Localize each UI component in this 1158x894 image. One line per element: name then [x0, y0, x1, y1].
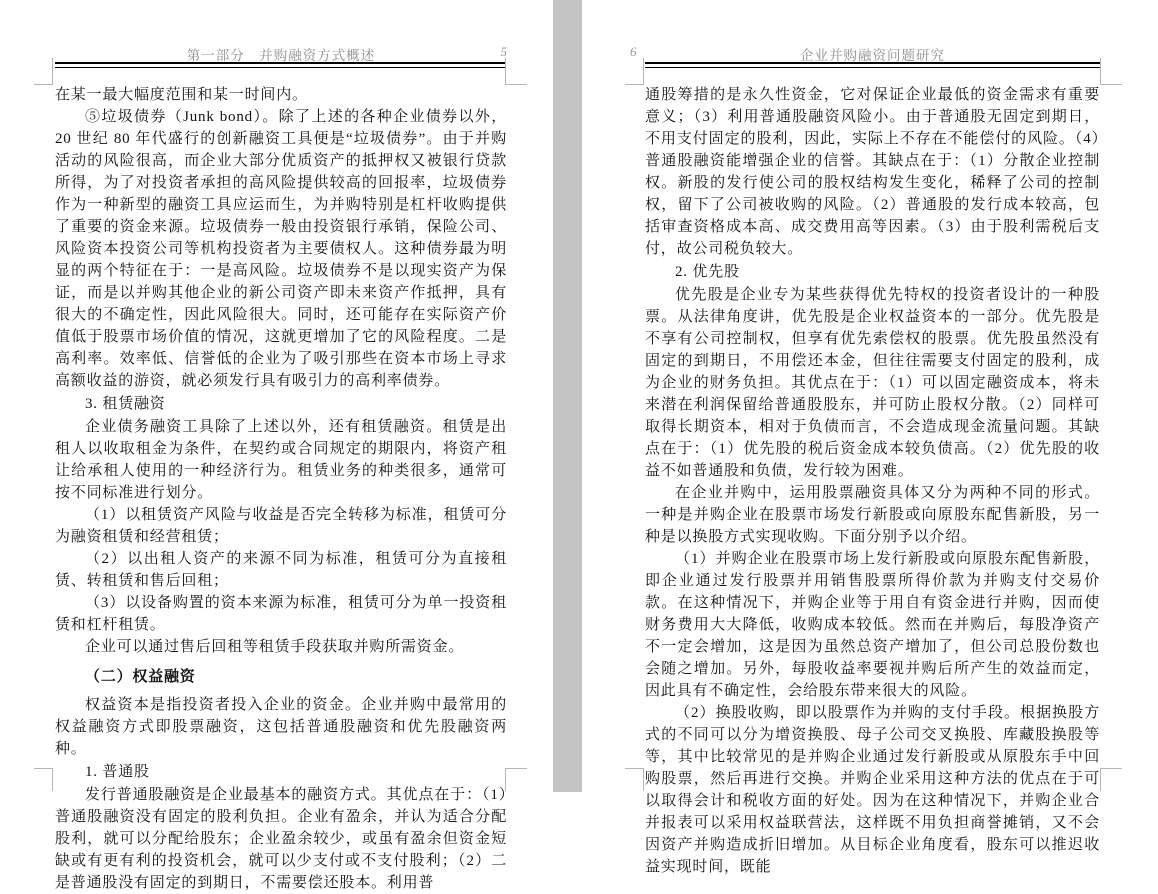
- section-heading: （二）权益融资: [85, 669, 196, 685]
- page-body-left: [55, 84, 507, 894]
- page-number-right: 6: [630, 44, 637, 59]
- paragraph: 通股筹措的是永久性资金，它对保证企业最低的资金需求有重要意义；（3）利用普通股融资风险小。由于普通股无固定到期日，不用支付固定的股利，因此，实际上不存在不能偿付的风险。（4）普通股融资能增强企业的信誉。其缺点在于：（1）分散企业控制权。新股的发行使公司的股权结构发生变化，稀释了公司的控制权，留下了公司被收购的风险。（2）普通股的发行成本较高，包括审查资格成本高、成交费用高等因素。（3）由于股利需税后支付，故公司税负较大。: [645, 87, 1100, 257]
- paragraph: 优先股是企业专为某些获得优先特权的投资者设计的一种股票。从法律角度讲，优先股是企业权益资本的一部分。优先股是不享有公司控制权，但享有优先索偿权的股票。优先股虽然没有固定的到期日，不用偿还本金，但往往需要支付固定的股利，成为企业的财务负担。其优点在于：（1）可以固定融资成本，将未来潜在利润保留给普通股股东，并可防止股权分散。（2）同样可取得长期资本，相对于负债而言，不会造成现金流量问题。其缺点在于：（1）优先股的税后资金成本较负债高。（2）优先股的收益不如普通股和负债，发行较为困难。: [645, 287, 1100, 479]
- corner-mark-top-left: [625, 58, 644, 85]
- paragraph: 企业可以通过售后回租等租赁手段获取并购所需资金。: [85, 639, 465, 655]
- running-head-title: 第一部分 并购融资方式概述: [186, 48, 376, 63]
- page-gutter: [553, 0, 582, 792]
- list-item: （1）以租赁资产风险与收益是否完全转移为标准，租赁可分为融资租赁和经营租赁；: [55, 507, 507, 545]
- section-heading: 3. 租赁融资: [85, 396, 166, 412]
- list-item: （2）以出租人资产的来源不同为标准，租赁可分为直接租赁、转租赁和售后回租；: [55, 551, 507, 589]
- paragraph: ⑤垃圾债券（Junk bond）。除了上述的各种企业债券以外，20 世纪 80 年代盛行的创新融资工具便是“垃圾债券”。由于并购活动的风险很高，而企业大部分优质资产的抵押权又被银行贷款所得，为了对投资者承担的高风险提供较高的回报率，垃圾债券作为一种新型的融资工具应运而生，为并购特别是杠杆收购提供了重要的资金来源。垃圾债券一般由投资银行承销，保险公司、风险资本投资公司等机构投资者为主要债权人。这种债券最为明显的两个特征在于：一是高风险。垃圾债券不是以现实资产为保证，而是以并购其他企业的新公司资产即未来资产作抵押，具有很大的不确定性，因此风险很大。同时，还可能存在实际资产价值低于股票市场价值的情况，这就更增加了它的风险程度。二是高利率。效率低、信誉低的企业为了吸引那些在资本市场上寻求高额收益的游资，就必须发行具有吸引力的高利率债券。: [55, 109, 507, 389]
- section-heading: 2. 优先股: [675, 264, 740, 280]
- paragraph: 在某一最大幅度范围和某一时间内。: [55, 87, 308, 103]
- page-left: [0, 0, 553, 891]
- corner-mark-bottom-right: [1100, 768, 1122, 791]
- corner-mark-bottom-right: [505, 768, 527, 791]
- header-double-rule: [55, 62, 505, 68]
- paragraph: （1）并购企业在股票市场上发行新股或向原股东配售新股，即企业通过发行股票并用销售股票所得价款为并购支付交易价款。在这种情况下，并购企业等于用自有资金进行并购，因而使财务费用大大降低，收购成本较低。然而在并购后，每股净资产不一定会增加，这是因为虽然总资产增加了，但公司总股份数也会随之增加。另外，每股收益率要视并购后所产生的效益而定，因此具有不确定性，会给股东带来很大的风险。: [645, 551, 1100, 699]
- corner-mark-bottom-left: [34, 768, 53, 791]
- paragraph: 权益资本是指投资者投入企业的资金。企业并购中最常用的权益融资方式即股票融资，这包括普通股融资和优先股融资两种。: [55, 697, 507, 757]
- running-head-title: 企业并购融资问题研究: [800, 48, 945, 63]
- paragraph: 企业债务融资工具除了上述以外，还有租赁融资。租赁是出租人以收取租金为条件，在契约或合同规定的期限内，将资产租让给承租人使用的一种经济行为。租赁业务的种类很多，通常可按不同标准进行划分。: [55, 419, 507, 501]
- corner-mark-bottom-left: [625, 768, 644, 791]
- page-right: [582, 0, 1158, 875]
- paragraph: 发行普通股融资是企业最基本的融资方式。其优点在于：（1）普通股融资没有固定的股利负担。企业有盈余，并认为适合分配股利，就可以分配给股东；企业盈余较少，或虽有盈余但资金短缺或有更有利的投资机会，就可以少支付或不支付股利；（2）二是普通股没有固定的到期日，不需要偿还股本。利用普: [55, 787, 507, 891]
- page-number-left: 5: [500, 44, 507, 59]
- running-head-right: [645, 44, 1100, 62]
- paragraph: 在企业并购中，运用股票融资具体又分为两种不同的形式。一种是并购企业在股票市场发行新股或向原股东配售新股，另一种是以换股方式实现收购。下面分别予以介绍。: [645, 485, 1100, 545]
- corner-mark-top-left: [34, 58, 53, 85]
- header-double-rule: [645, 62, 1100, 68]
- list-item: （3）以设备购置的资本来源为标准，租赁可分为单一投资租赁和杠杆租赁。: [55, 595, 507, 633]
- page-body-right: [645, 84, 1100, 878]
- corner-mark-top-right: [505, 58, 527, 85]
- section-heading: 1. 普通股: [85, 764, 150, 780]
- paragraph: （2）换股收购，即以股票作为并购的支付手段。根据换股方式的不同可以分为增资换股、母子公司交叉换股、库藏股换股等等，其中比较常见的是并购企业通过发行新股或从原股东手中回购股票，然后再进行交换。并购企业采用这种方法的优点在于可以取得会计和税收方面的好处。因为在这种情况下，并购企业合并报表可以采用权益联营法，这样既不用负担商誉摊销，又不会因资产并购造成折旧增加。从目标企业角度看，股东可以推迟收益实现时间，既能: [645, 705, 1100, 875]
- corner-mark-top-right: [1100, 58, 1122, 85]
